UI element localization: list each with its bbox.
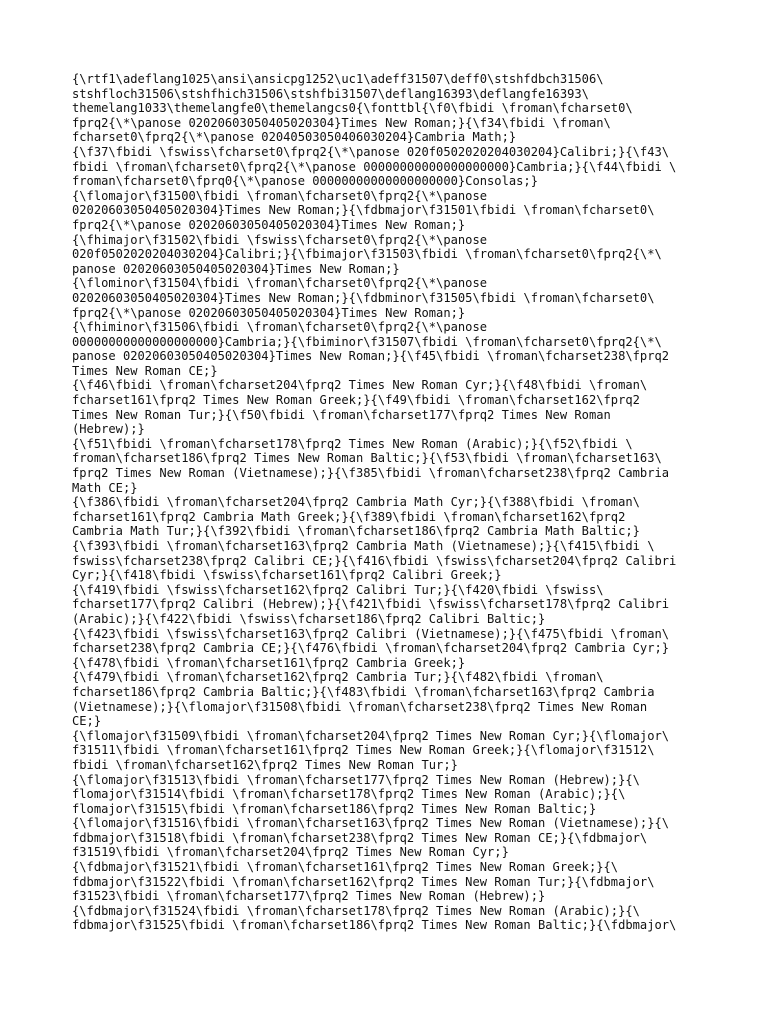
text-line: fbidi \froman\fcharset0\fprq2{\*\panose 00000000000000000000}Cambria;}{\f44\fbidi \: [72, 159, 677, 174]
text-line: (Hebrew);}: [72, 422, 145, 437]
text-line: {\rtf1\adeflang1025\ansi\ansicpg1252\uc1\adeff31507\deff0\stshfdbch31506\: [72, 72, 604, 86]
text-line: flomajor\f31515\fbidi \froman\fcharset186\fprq2 Times New Roman Baltic;}: [72, 801, 597, 816]
text-line: CE;}: [72, 714, 102, 729]
text-line: fdbmajor\f31518\fbidi \froman\fcharset238\fprq2 Times New Roman CE;}{\fdbmajor\: [72, 830, 648, 845]
text-line: 020f0502020204030204}Calibri;}{\fbimajor\f31503\fbidi \froman\fcharset0\fprq2{\*\: [72, 247, 662, 262]
text-line: Cambria Math Tur;}{\f392\fbidi \froman\fcharset186\fprq2 Cambria Math Baltic;}: [72, 524, 640, 539]
text-line: panose 02020603050405020304}Times New Roman;}: [72, 261, 400, 276]
text-line: fcharset161\fprq2 Times New Roman Greek;}{\f49\fbidi \froman\fcharset162\fprq2: [72, 393, 640, 408]
text-line: froman\fcharset186\fprq2 Times New Roman Baltic;}{\f53\fbidi \froman\fcharset163\: [72, 451, 662, 466]
text-line: {\flomajor\f31516\fbidi \froman\fcharset163\fprq2 Times New Roman (Vietnamese);}{\: [72, 816, 670, 831]
text-line: {\f479\fbidi \froman\fcharset162\fprq2 Cambria Tur;}{\f482\fbidi \froman\: [72, 670, 604, 685]
text-line: {\flomajor\f31500\fbidi \froman\fcharset0\fprq2{\*\panose: [72, 188, 488, 203]
text-line: fprq2 Times New Roman (Vietnamese);}{\f385\fbidi \froman\fcharset238\fprq2 Cambria: [72, 466, 670, 481]
text-line: Times New Roman CE;}: [72, 363, 218, 378]
text-line: {\f386\fbidi \froman\fcharset204\fprq2 Cambria Math Cyr;}{\f388\fbidi \froman\: [72, 495, 640, 510]
text-line: {\flomajor\f31509\fbidi \froman\fcharset204\fprq2 Times New Roman Cyr;}{\flomajor\: [72, 728, 670, 743]
text-line: {\f46\fbidi \froman\fcharset204\fprq2 Times New Roman Cyr;}{\f48\fbidi \froman\: [72, 378, 648, 393]
text-line: 00000000000000000000}Cambria;}{\fbiminor\f31507\fbidi \froman\fcharset0\fprq2{\*\: [72, 334, 662, 349]
text-line: fcharset177\fprq2 Calibri (Hebrew);}{\f421\fbidi \fswiss\fcharset178\fprq2 Calibri: [72, 597, 670, 612]
text-line: {\f37\fbidi \fswiss\fcharset0\fprq2{\*\panose 020f0502020204030204}Calibri;}{\f43\: [72, 144, 670, 159]
text-line: 02020603050405020304}Times New Roman;}{\fdbminor\f31505\fbidi \froman\fcharset0\: [72, 290, 655, 305]
text-line: Math CE;}: [72, 480, 138, 495]
text-line: {\fdbmajor\f31521\fbidi \froman\fcharset161\fprq2 Times New Roman Greek;}{\: [72, 860, 619, 875]
text-line: themelang1033\themelangfe0\themelangcs0{\fonttbl{\f0\fbidi \froman\fcharset0\: [72, 101, 633, 116]
text-line: f31519\fbidi \froman\fcharset204\fprq2 Times New Roman Cyr;}: [72, 845, 509, 860]
text-line: {\flomajor\f31513\fbidi \froman\fcharset177\fprq2 Times New Roman (Hebrew);}{\: [72, 772, 640, 787]
text-line: {\f478\fbidi \froman\fcharset161\fprq2 Cambria Greek;}: [72, 655, 466, 670]
text-line: f31523\fbidi \froman\fcharset177\fprq2 Times New Roman (Hebrew);}: [72, 889, 546, 904]
text-line: panose 02020603050405020304}Times New Roman;}{\f45\fbidi \froman\fcharset238\fprq2: [72, 349, 670, 364]
text-line: {\f51\fbidi \froman\fcharset178\fprq2 Times New Roman (Arabic);}{\f52\fbidi \: [72, 436, 633, 451]
text-line: fswiss\fcharset238\fprq2 Calibri CE;}{\f416\fbidi \fswiss\fcharset204\fprq2 Calibri: [72, 553, 677, 568]
text-line: {\flominor\f31504\fbidi \froman\fcharset0\fprq2{\*\panose: [72, 276, 488, 291]
text-line: flomajor\f31514\fbidi \froman\fcharset178\fprq2 Times New Roman (Arabic);}{\: [72, 787, 626, 802]
text-line: fcharset161\fprq2 Cambria Math Greek;}{\f389\fbidi \froman\fcharset162\fprq2: [72, 509, 626, 524]
text-line: Cyr;}{\f418\fbidi \fswiss\fcharset161\fprq2 Calibri Greek;}: [72, 568, 502, 583]
text-line: 02020603050405020304}Times New Roman;}{\fdbmajor\f31501\fbidi \froman\fcharset0\: [72, 203, 655, 218]
text-line: (Vietnamese);}{\flomajor\f31508\fbidi \froman\fcharset238\fprq2 Times New Roman: [72, 699, 648, 714]
text-line: {\f423\fbidi \fswiss\fcharset163\fprq2 Calibri (Vietnamese);}{\f475\fbidi \froman\: [72, 626, 670, 641]
text-line: {\f419\fbidi \fswiss\fcharset162\fprq2 Calibri Tur;}{\f420\fbidi \fswiss\: [72, 582, 604, 597]
text-line: fcharset186\fprq2 Cambria Baltic;}{\f483\fbidi \froman\fcharset163\fprq2 Cambria: [72, 684, 655, 699]
text-line: froman\fcharset0\fprq0{\*\panose 00000000000000000000}Consolas;}: [72, 174, 538, 189]
text-line: (Arabic);}{\f422\fbidi \fswiss\fcharset186\fprq2 Calibri Baltic;}: [72, 611, 546, 626]
text-line: stshfloch31506\stshfhich31506\stshfbi31507\deflang16393\deflangfe16393\: [72, 86, 589, 101]
text-line: fprq2{\*\panose 02020603050405020304}Times New Roman;}: [72, 217, 466, 232]
text-line: Times New Roman Tur;}{\f50\fbidi \froman\fcharset177\fprq2 Times New Roman: [72, 407, 611, 422]
text-line: {\fdbmajor\f31524\fbidi \froman\fcharset178\fprq2 Times New Roman (Arabic);}{\: [72, 903, 640, 918]
text-line: {\fhimajor\f31502\fbidi \fswiss\fcharset0\fprq2{\*\panose: [72, 232, 488, 247]
text-line: {\f393\fbidi \froman\fcharset163\fprq2 Cambria Math (Vietnamese);}{\f415\fbidi \: [72, 539, 655, 553]
text-line: fcharset0\fprq2{\*\panose 02040503050406030204}Cambria Math;}: [72, 130, 517, 145]
text-line: fdbmajor\f31522\fbidi \froman\fcharset162\fprq2 Times New Roman Tur;}{\fdbmajor\: [72, 874, 655, 889]
document-page: [72, 72, 702, 933]
text-line: fprq2{\*\panose 02020603050405020304}Times New Roman;}: [72, 305, 466, 320]
text-line: {\fhiminor\f31506\fbidi \froman\fcharset0\fprq2{\*\panose: [72, 320, 488, 335]
text-line: f31511\fbidi \froman\fcharset161\fprq2 Times New Roman Greek;}{\flomajor\f31512\: [72, 743, 655, 758]
text-line: fbidi \froman\fcharset162\fprq2 Times New Roman Tur;}: [72, 757, 458, 772]
text-line: fdbmajor\f31525\fbidi \froman\fcharset186\fprq2 Times New Roman Baltic;}{\fdbmajor\: [72, 918, 677, 933]
text-line: fprq2{\*\panose 02020603050405020304}Times New Roman;}{\f34\fbidi \froman\: [72, 115, 611, 130]
text-line: fcharset238\fprq2 Cambria CE;}{\f476\fbidi \froman\fcharset204\fprq2 Cambria Cyr;}: [72, 641, 670, 656]
